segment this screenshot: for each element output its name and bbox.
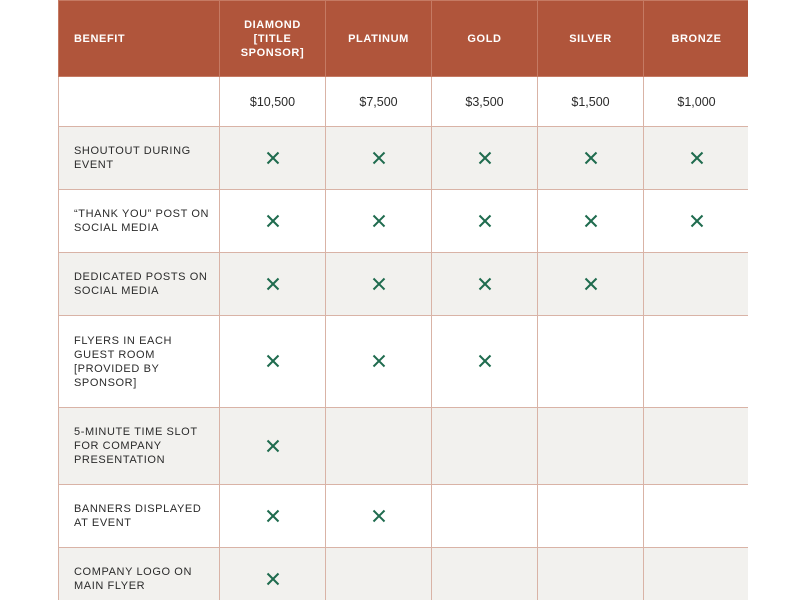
benefit-cell-diamond: [220, 127, 326, 190]
benefit-cell-platinum: [326, 408, 432, 485]
x-mark-icon: [266, 439, 280, 453]
benefit-cell-silver: [538, 190, 644, 253]
price-row-label: [59, 77, 220, 127]
x-mark-icon: [266, 509, 280, 523]
benefit-cell-silver: [538, 316, 644, 408]
benefit-cell-silver: [538, 485, 644, 548]
header-row: [59, 1, 749, 77]
benefit-label: SHOUTOUT DURING EVENT: [59, 127, 220, 190]
x-mark-icon: [584, 277, 598, 291]
benefit-cell-platinum: [326, 485, 432, 548]
x-mark-icon: [478, 214, 492, 228]
benefit-cell-silver: [538, 548, 644, 600]
tier-header-silver: SILVER: [538, 1, 644, 77]
x-mark-icon: [266, 572, 280, 586]
benefit-cell-bronze: [644, 190, 749, 253]
x-mark-icon: [584, 214, 598, 228]
price-bronze: $1,000: [644, 77, 749, 127]
price-diamond: $10,500: [220, 77, 326, 127]
sponsorship-table: [58, 0, 748, 600]
x-mark-icon: [584, 151, 598, 165]
benefit-cell-silver: [538, 408, 644, 485]
benefit-cell-bronze: [644, 408, 749, 485]
benefit-cell-bronze: [644, 316, 749, 408]
benefit-cell-diamond: [220, 253, 326, 316]
benefit-label: FLYERS IN EACH GUEST ROOM [PROVIDED BY SPONSOR]: [59, 316, 220, 408]
benefit-cell-gold: [432, 485, 538, 548]
x-mark-icon: [372, 214, 386, 228]
x-mark-icon: [478, 151, 492, 165]
benefit-cell-diamond: [220, 316, 326, 408]
sponsorship-benefits-sheet: [58, 0, 748, 600]
benefit-label: “THANK YOU” POST ON SOCIAL MEDIA: [59, 190, 220, 253]
benefit-cell-gold: [432, 253, 538, 316]
benefit-cell-diamond: [220, 485, 326, 548]
benefit-cell-bronze: [644, 548, 749, 600]
benefit-cell-silver: [538, 127, 644, 190]
benefit-cell-diamond: [220, 190, 326, 253]
tier-header-bronze: BRONZE: [644, 1, 749, 77]
benefit-column-header: BENEFIT: [59, 1, 220, 77]
x-mark-icon: [690, 214, 704, 228]
benefit-cell-platinum: [326, 316, 432, 408]
benefit-cell-gold: [432, 127, 538, 190]
x-mark-icon: [372, 354, 386, 368]
benefit-cell-diamond: [220, 548, 326, 600]
price-platinum: $7,500: [326, 77, 432, 127]
benefit-cell-diamond: [220, 408, 326, 485]
price-gold: $3,500: [432, 77, 538, 127]
x-mark-icon: [266, 151, 280, 165]
benefit-cell-bronze: [644, 127, 749, 190]
benefit-cell-platinum: [326, 127, 432, 190]
benefit-cell-platinum: [326, 190, 432, 253]
x-mark-icon: [266, 277, 280, 291]
table-row: [59, 548, 749, 600]
benefit-cell-silver: [538, 253, 644, 316]
benefit-label: COMPANY LOGO ON MAIN FLYER: [59, 548, 220, 600]
x-mark-icon: [372, 277, 386, 291]
x-mark-icon: [478, 277, 492, 291]
tier-header-diamond: DIAMOND [TITLE SPONSOR]: [220, 1, 326, 77]
benefit-cell-bronze: [644, 485, 749, 548]
table-row: [59, 408, 749, 485]
tier-header-platinum: PLATINUM: [326, 1, 432, 77]
table-row: [59, 190, 749, 253]
benefit-label: BANNERS DISPLAYED AT EVENT: [59, 485, 220, 548]
table-row: [59, 485, 749, 548]
benefit-cell-platinum: [326, 548, 432, 600]
benefit-cell-gold: [432, 316, 538, 408]
x-mark-icon: [266, 214, 280, 228]
benefit-label: DEDICATED POSTS ON SOCIAL MEDIA: [59, 253, 220, 316]
x-mark-icon: [478, 354, 492, 368]
table-row: [59, 316, 749, 408]
benefit-cell-gold: [432, 408, 538, 485]
x-mark-icon: [690, 151, 704, 165]
benefit-cell-gold: [432, 548, 538, 600]
price-row: [59, 77, 749, 127]
table-row: [59, 253, 749, 316]
benefit-cell-platinum: [326, 253, 432, 316]
x-mark-icon: [372, 509, 386, 523]
price-silver: $1,500: [538, 77, 644, 127]
benefit-cell-bronze: [644, 253, 749, 316]
table-row: [59, 127, 749, 190]
x-mark-icon: [372, 151, 386, 165]
tier-header-gold: GOLD: [432, 1, 538, 77]
benefit-label: 5-MINUTE TIME SLOT FOR COMPANY PRESENTATION: [59, 408, 220, 485]
x-mark-icon: [266, 354, 280, 368]
benefit-cell-gold: [432, 190, 538, 253]
